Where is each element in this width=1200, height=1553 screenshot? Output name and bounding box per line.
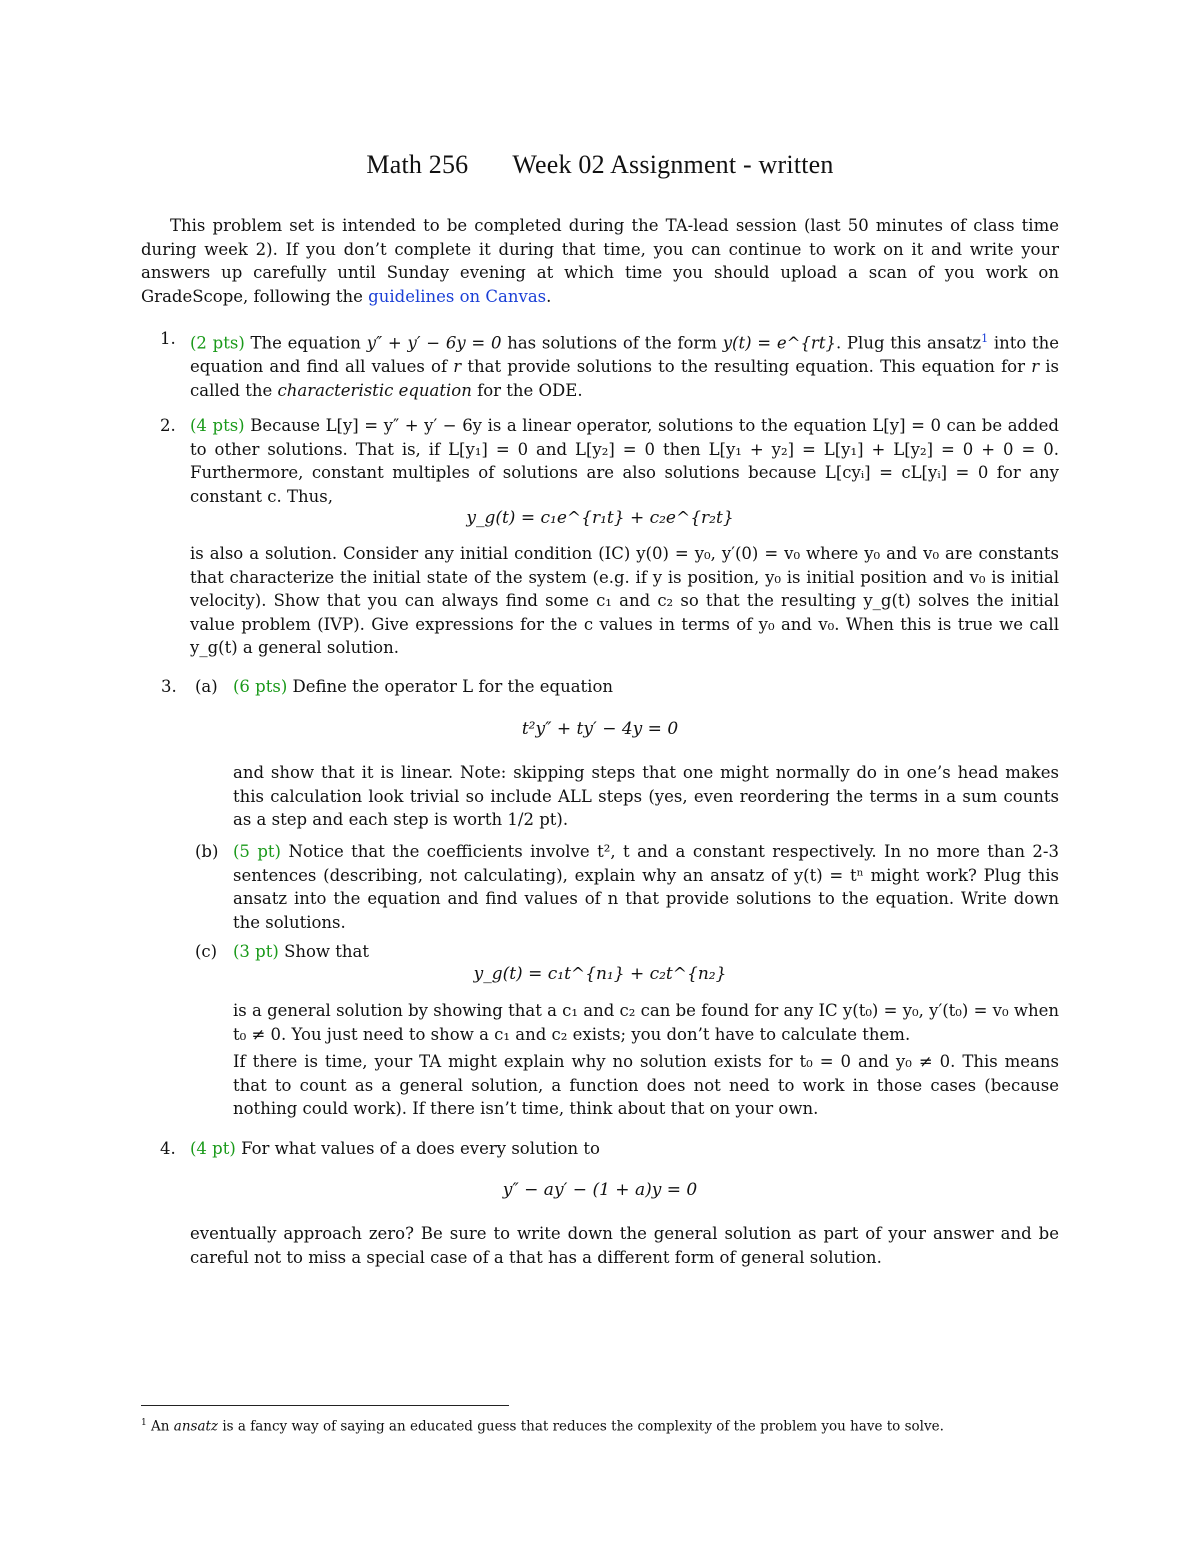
variable-r: r <box>1031 357 1040 376</box>
problem-4 <box>160 1137 1059 1161</box>
problem-text: The equation <box>250 333 361 353</box>
problem-text: for the ODE. <box>477 380 583 400</box>
footnote-text: is a fancy way of saying an educated guess that reduces the complexity of the problem you have to solve. <box>222 1418 944 1435</box>
problem-number: 1. <box>160 329 176 348</box>
part-label: (a) <box>195 677 218 696</box>
problem-text: eventually approach zero? Be sure to write down the general solution as part of your answer and be careful not to miss a special case of a that has a different form of general solution. <box>190 1224 1059 1267</box>
footnote <box>141 1413 1059 1437</box>
equation-inline: y(t) = e^{rt} <box>722 333 836 353</box>
problem-text: Define the operator L for the equation <box>292 677 614 696</box>
footnote-divider <box>141 1405 509 1406</box>
points-label: (4 pts) <box>190 416 245 435</box>
problem-text: Notice that the coefficients involve t², t and a constant respectively. In no more than 2-3 sentences (describing, not calculating), explain why an ansatz of y(t) = tⁿ might work? Plug this ansatz into the equation and find values of n that provide solutions to the equation. Write down the solutions. <box>233 842 1059 932</box>
problem-number: 4. <box>160 1139 176 1158</box>
points-label: (2 pts) <box>190 333 245 353</box>
problem-text: If there is time, your TA might explain why no solution exists for t₀ = 0 and y₀ ≠ 0. This means that to count as a general solution, a function does not need to work in those cases (because nothing could work). If there isn’t time, think about that on your own. <box>233 1052 1059 1118</box>
problem-2 <box>160 414 1059 508</box>
footnote-mark: 1 <box>141 1418 147 1428</box>
display-equation: y_g(t) = c₁t^{n₁} + c₂t^{n₂} <box>473 964 727 984</box>
problem-3c-continued <box>233 999 1059 1046</box>
problem-text: is also a solution. Consider any initial condition (IC) y(0) = y₀, y′(0) = v₀ where y₀ and v₀ are constants that characterize the initial state of the system (e.g. if y is position, y₀ is initial position and v₀ is initial velocity). Show that you can always find some c₁ and c₂ so that the resulting y_g(t) solves the initial value problem (IVP). Give expressions for the c values in terms of y₀ and v₀. When this is true we call y_g(t) a general solution. <box>190 544 1059 657</box>
problem-text: and show that it is linear. Note: skipping steps that one might normally do in one’s head makes this calculation look trivial so include ALL steps (yes, even reordering the terms in a sum counts as a step and each step is worth 1/2 pt). <box>233 763 1059 829</box>
display-equation: y_g(t) = c₁e^{r₁t} + c₂e^{r₂t} <box>466 508 734 528</box>
emphasis-text: characteristic equation <box>277 380 472 400</box>
problem-text: Show that <box>284 942 370 961</box>
problem-text: is called the <box>190 357 1060 400</box>
guidelines-link[interactable]: guidelines on Canvas <box>368 286 547 306</box>
part-label: (b) <box>195 842 219 861</box>
points-label: (6 pts) <box>233 677 288 696</box>
problem-text: has solutions of the form <box>507 333 717 353</box>
problem-3a <box>161 675 1059 699</box>
equation-inline: y″ + y′ − 6y = 0 <box>366 333 502 353</box>
points-label: (4 pt) <box>190 1139 236 1158</box>
problem-text: into the equation and find all values of <box>190 333 1060 376</box>
problem-4-continued <box>190 1222 1059 1269</box>
problem-3b <box>195 840 1059 934</box>
problem-text: . Plug this ansatz <box>835 333 982 353</box>
problem-text: For what values of a does every solution to <box>241 1139 600 1158</box>
problem-2-continued <box>190 542 1059 660</box>
part-label: (c) <box>195 942 218 961</box>
variable-r: r <box>453 357 462 376</box>
problem-1 <box>160 327 1060 402</box>
footnote-ref[interactable]: 1 <box>981 332 989 345</box>
problem-3c <box>195 940 1059 964</box>
emphasis-text: ansatz <box>173 1418 219 1435</box>
page-title <box>0 150 1200 180</box>
intro-end: . <box>546 286 552 306</box>
problem-3a-continued <box>233 761 1059 832</box>
problem-number: 3. <box>161 677 177 696</box>
points-label: (3 pt) <box>233 942 279 961</box>
intro-text: This problem set is intended to be completed during the TA-lead session (last 50 minutes of class time during week 2). If you don’t complete it during that time, you can continue to work on it and write your answers up carefully until Sunday evening at which time you should upload a scan of you work on GradeScope, following the <box>141 216 1059 306</box>
intro-paragraph <box>141 214 1059 308</box>
problem-text: is a general solution by showing that a c₁ and c₂ can be found for any IC y(t₀) = y₀, y′(t₀) = v₀ when t₀ ≠ 0. You just need to show a c₁ and c₂ exists; you don’t have to calculate them. <box>233 1001 1059 1044</box>
problem-text: that provide solutions to the resulting equation. This equation for <box>467 357 1025 376</box>
assignment-title: Week 02 Assignment - written <box>512 150 834 179</box>
display-equation: y″ − ay′ − (1 + a)y = 0 <box>502 1180 698 1200</box>
problem-text: Because L[y] = y″ + y′ − 6y is a linear operator, solutions to the equation L[y] = 0 can be added to other solutions. That is, if L[y₁] = 0 and L[y₂] = 0 then L[y₁ + y₂] = L[y₁] + L[y₂] = 0 + 0 = 0. Furthermore, constant multiples of solutions are also solutions because L[cyᵢ] = cL[yᵢ] = 0 for any constant c. Thus, <box>190 416 1059 506</box>
problem-number: 2. <box>160 416 176 435</box>
display-equation: t²y″ + ty′ − 4y = 0 <box>521 719 679 739</box>
problem-3c-note <box>233 1050 1059 1121</box>
course-name: Math 256 <box>366 150 469 179</box>
points-label: (5 pt) <box>233 842 281 861</box>
footnote-text: An <box>151 1418 170 1435</box>
